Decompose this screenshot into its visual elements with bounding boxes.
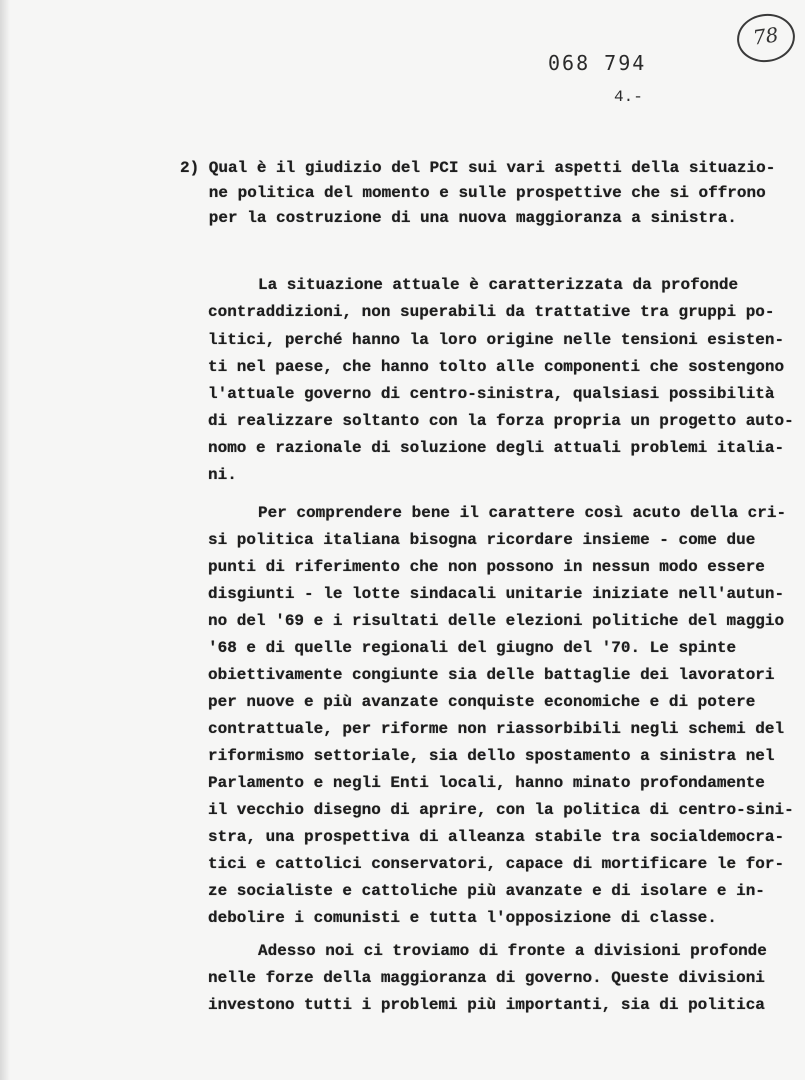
body-line: Parlamento e negli Enti locali, hanno minato profondamente: [208, 774, 765, 792]
body-line: contraddizioni, non superabili da trattative tra gruppi po-: [208, 303, 775, 321]
body-line: Per comprendere bene il carattere così acuto della cri-: [258, 504, 787, 522]
body-line: debolire i comunisti e tutta l'opposizione di classe.: [208, 909, 717, 927]
body-text: [0, 272, 805, 1080]
body-line: per nuove e più avanzate conquiste economiche e di potere: [208, 693, 756, 711]
body-line: il vecchio disegno di aprire, con la politica di centro-sini-: [208, 801, 794, 819]
body-line: litici, perché hanno la loro origine nelle tensioni esisten-: [208, 331, 785, 349]
body-line: '68 e di quelle regionali del giugno del '70. Le spinte: [208, 639, 737, 657]
handwritten-number: 78: [751, 22, 780, 50]
page-number: 4.-: [614, 88, 643, 106]
body-line: Adesso noi ci troviamo di fronte a divisioni profonde: [258, 942, 767, 960]
body-line: tici e cattolici conservatori, capace di mortificare le for-: [208, 855, 785, 873]
body-line: di realizzare soltanto con la forza propria un progetto auto-: [208, 412, 794, 430]
question-line: per la costruzione di una nuova maggioranza a sinistra.: [180, 209, 737, 227]
body-line: obiettivamente congiunte sia delle battaglie dei lavoratori: [208, 666, 775, 684]
body-line: ze socialiste e cattoliche più avanzate e di isolare e in-: [208, 882, 765, 900]
body-line: stra, una prospettiva di alleanza stabile tra socialdemocra-: [208, 828, 785, 846]
body-line: contrattuale, per riforme non riassorbibili negli schemi del: [208, 720, 785, 738]
body-line: punti di riferimento che non possono in nessun modo essere: [208, 558, 765, 576]
body-line: La situazione attuale è caratterizzata da profonde: [258, 276, 739, 294]
handwritten-page-stamp: [734, 10, 798, 66]
body-line: investono tutti i problemi più importanti, sia di politica: [208, 996, 765, 1014]
body-line: nelle forze della maggioranza di governo. Queste divisioni: [208, 969, 765, 987]
body-line: no del '69 e i risultati delle elezioni politiche del maggio: [208, 612, 785, 630]
question-block: [0, 156, 805, 281]
body-line: nomo e razionale di soluzione degli attuali problemi italia-: [208, 439, 785, 457]
body-line: l'attuale governo di centro-sinistra, qualsiasi possibilità: [208, 385, 775, 403]
body-line: ni.: [208, 466, 237, 484]
body-line: ti nel paese, che hanno tolto alle componenti che sostengono: [208, 358, 785, 376]
document-number: 068 794: [548, 51, 647, 75]
body-line: si politica italiana bisogna ricordare insieme - come due: [208, 531, 756, 549]
question-line: 2) Qual è il giudizio del PCI sui vari aspetti della situazio-: [180, 159, 776, 177]
body-line: riformismo settoriale, sia dello spostamento a sinistra nel: [208, 747, 775, 765]
question-line: ne politica del momento e sulle prospettive che si offrono: [180, 184, 766, 202]
body-line: disgiunti - le lotte sindacali unitarie iniziate nell'autun-: [208, 585, 785, 603]
